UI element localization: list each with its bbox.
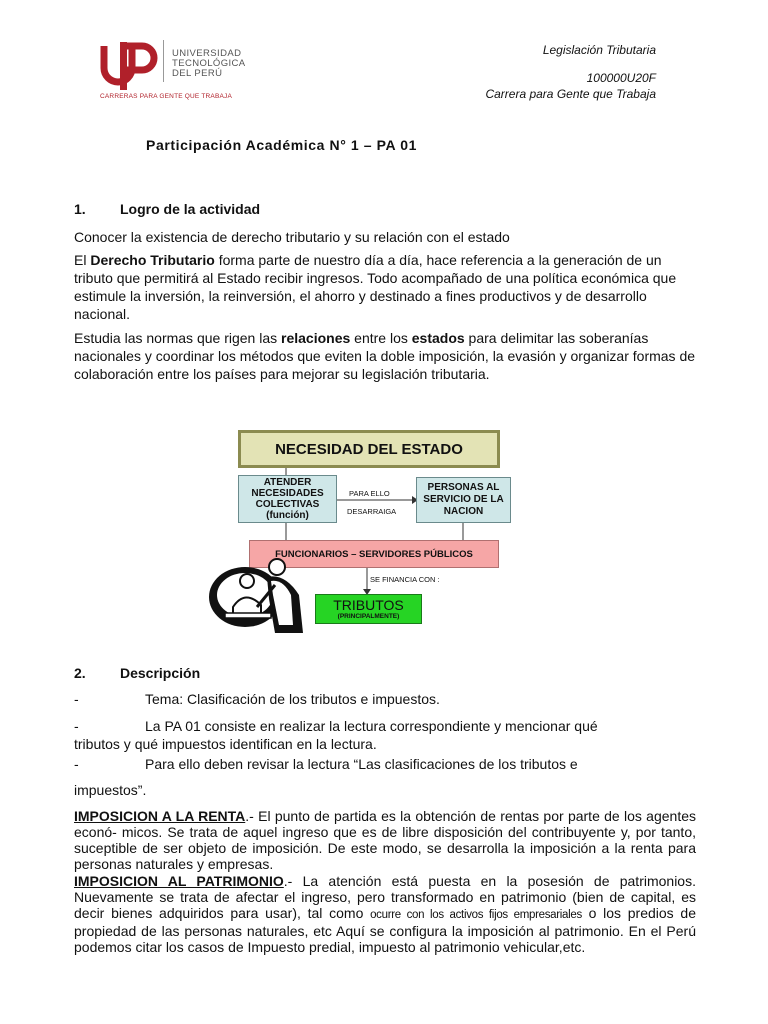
arrow-label-para-ello: PARA ELLO: [349, 489, 390, 498]
university-logo: [100, 40, 250, 102]
box-tributos: TRIBUTOS (PRINCIPALMENTE): [315, 594, 422, 624]
label-se-financia: SE FINANCIA CON :: [370, 575, 440, 584]
utp-logo-icon: [100, 40, 160, 90]
paragraph-normas: Estudia las normas que rigen las relaciones entre los estados para delimitar las soberanías nacionales y coordinar los métodos que eviten la doble imposición, la evasión y organizar formas de colaboración entre los países para mejorar su legislación tributaria.: [74, 330, 696, 382]
box-personas-servicio: PERSONAS AL SERVICIO DE LA NACION: [416, 477, 511, 523]
people-clipart-icon: [205, 555, 315, 635]
list-item: - Tema: Clasificación de los tributos e impuestos.: [74, 691, 440, 707]
paragraph-derecho-tributario: El Derecho Tributario forma parte de nuestro día a día, hace referencia a la generación de un tributo que permitirá al Estado recibir ingresos. Todo acompañado de una política económica que estimule la inversión, la reinversión, el ahorro y destinado a fines productivos y de desarrollo nacional.: [74, 252, 677, 322]
list-item: - Para ello deben revisar la lectura “Las clasificaciones de los tributos e: [74, 756, 578, 772]
page-title: Participación Académica N° 1 – PA 01: [146, 137, 418, 153]
course-name: Legislación Tributaria: [542, 43, 656, 57]
list-item: - La PA 01 consiste en realizar la lectura correspondiente y mencionar qué tributos y qué impuestos identifican en la lectura.: [74, 718, 598, 752]
paragraph-logro: Conocer la existencia de derecho tributario y su relación con el estado: [74, 229, 510, 245]
section-1-number: 1.: [74, 201, 86, 217]
section-2-title: Descripción: [120, 665, 201, 681]
university-name: UNIVERSIDAD TECNOLÓGICA DEL PERÚ: [172, 48, 246, 79]
section-2-heading: [74, 665, 200, 681]
box-necesidad-estado: NECESIDAD DEL ESTADO: [238, 430, 500, 468]
course-code: 100000U20F: [586, 71, 656, 85]
header-slogan: Carrera para Gente que Trabaja: [485, 87, 656, 101]
box-atender-necesidades: ATENDER NECESIDADES COLECTIVAS (función): [238, 475, 337, 523]
arrow-label-desarraiga: DESARRAIGA: [347, 507, 397, 516]
section-2-number: 2.: [74, 665, 86, 681]
section-1-heading: [74, 201, 260, 217]
logo-tagline: CARRERAS PARA GENTE QUE TRABAJA: [100, 93, 233, 100]
paragraph-imposicion-patrimonio: IMPOSICION AL PATRIMONIO.- La atención está puesta en la posesión de patrimonios. Nuevamente se trata de afectar el ingreso, pero transformado en patrimonio (bien de capital, es decir bienes adquiridos para usar), tal como ocurre con los activos fijos empresariales o los predios de propiedad de las personas naturales, etc Aquí se configura la imposición al patrimonio. En el Perú podemos citar los casos de Impuesto predial, impuesto al patrimonio vehicular,etc.: [74, 873, 696, 955]
box-funcionarios: FUNCIONARIOS – SERVIDORES PÚBLICOS: [249, 540, 499, 568]
section-1-title: Logro de la actividad: [120, 201, 261, 217]
paragraph-imposicion-renta: IMPOSICION A LA RENTA.- El punto de partida es la obtención de rentas por parte de los agentes econó- micos. Se trata de aquel ingreso que es de libre disposición del contribuyente y, por tanto, suceptible de ser objeto de imposición. De este modo, se desarrolla la imposición a la renta para personas naturales y empresas.: [74, 808, 696, 872]
list-item-continuation: impuestos”.: [74, 782, 147, 798]
